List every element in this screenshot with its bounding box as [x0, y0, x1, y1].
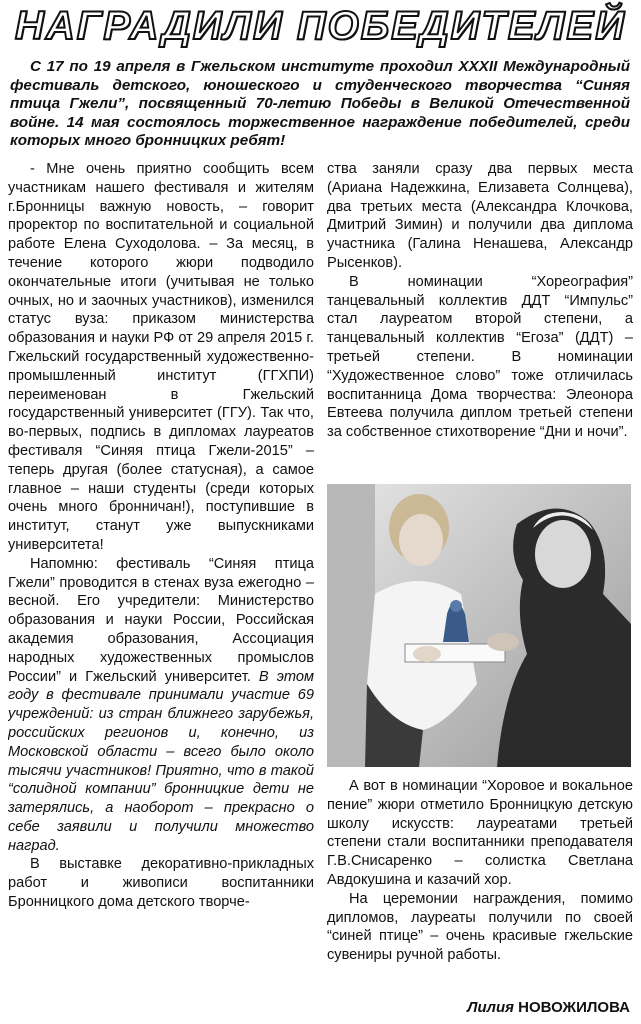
award-ceremony-photo — [327, 484, 631, 767]
article-lead: С 17 по 19 апреля в Гжельском институте проходил XXXII Международный фестиваль детского, юношеского и студенческого творчества “Синяя птица Гжели”, посвященный 70-летию Победы в Великой Отечественной войне. 14 мая состоялось торжественное награждение победителей, среди которых много бронницких ребят! — [10, 58, 630, 149]
left-column — [8, 160, 314, 1024]
paragraph-exhibition-continued: ства заняли сразу два первых места (Ариана Надежкина, Елизавета Солнцева), два третьих места (Александра Клочкова, Дмитрий Зимин) и получили два диплома участника (Галина Ненашева, Александр Рысенков). — [327, 161, 633, 271]
paragraph-choir: А вот в номинации “Хоровое и вокальное пение” жюри отметило Бронницкую детскую школу искусств: лауреатами третьей степени стали воспитанники преподавателя Г.В.Снисаренко – солистка Светлана Авдокушина и казачий хор. — [327, 778, 633, 888]
article-title: НАГРАДИЛИ ПОБЕДИТЕЛЕЙ — [15, 4, 626, 48]
author-first-name: Лилия — [467, 999, 519, 1016]
paragraph-festival-text: Напомню: фестиваль “Синяя птица Гжели” проводится в стенах вуза ежегодно – весной. Его учредители: Министерство образования и науки России, Российская академия образования, Ассоциация народных художественных промыслов России” и Гжельский университет. — [8, 555, 314, 685]
paragraph-exhibition-start: В выставке декоративно-прикладных работ и живописи воспитанники Бронницкого дома детского творче- — [8, 856, 314, 911]
paragraph-announcement: - Мне очень приятно сообщить всем участникам нашего фестиваля и жителям г.Бронницы важную новость, – говорит проректор по воспитательной и социальной работе Елена Суходолова. – За месяц, в течение которого жюри подводило окончательные итоги (учитывая не только очных, но и заочных участников), изменился статус вуза: приказом министерства образования и науки РФ от 29 апреля 2015 г. Гжельский государственный художественно-промышленный институт (ГГХПИ) переименован в Гжельский государственный университет (ГГУ). Так что, во-первых, подпись в дипломах лауреатов фестиваля “Синяя птица Гжели-2015” – теперь другая (более статусная), а самое главное – наши студенты (среди которых очень много бронничан!), поступившие в институт, станут уже выпускниками университета! — [8, 161, 314, 553]
photo-illustration — [327, 484, 631, 767]
paragraph-festival — [8, 555, 314, 856]
author-last-name: НОВОЖИЛОВА — [518, 999, 630, 1016]
paragraph-ceremony: На церемонии награждения, помимо дипломов, лауреаты получили по своей “синей птице” – очень красивые гжельские сувениры ручной работы. — [327, 890, 633, 964]
paragraph-festival-italic: В этом году в фестивале принимали участие 69 учреждений: из стран ближнего зарубежья, российских регионов и, конечно, из Московской области – всего было около тысячи участников! Приятно, что в такой “солидной компании” бронницкие дети не затерялись, а наоборот – прекрасно о себе заявили и получили множество наград. — [8, 668, 314, 854]
paragraph-choreography: В номинации “Хореография” танцевальный коллектив ДДТ “Импульс” стал лауреатом второй степени, а танцевальный коллектив “Егоза” (ДДТ) – третьей степени. В номинации “Художественное слово” тоже отличилась воспитанница Дома творчества: Элеонора Евтеева получила диплом третьей степени за собственное стихотворение “Дни и ночи”. — [327, 273, 633, 441]
author-byline — [327, 998, 630, 1018]
right-column-top — [327, 160, 633, 442]
right-column-bottom — [327, 777, 633, 965]
